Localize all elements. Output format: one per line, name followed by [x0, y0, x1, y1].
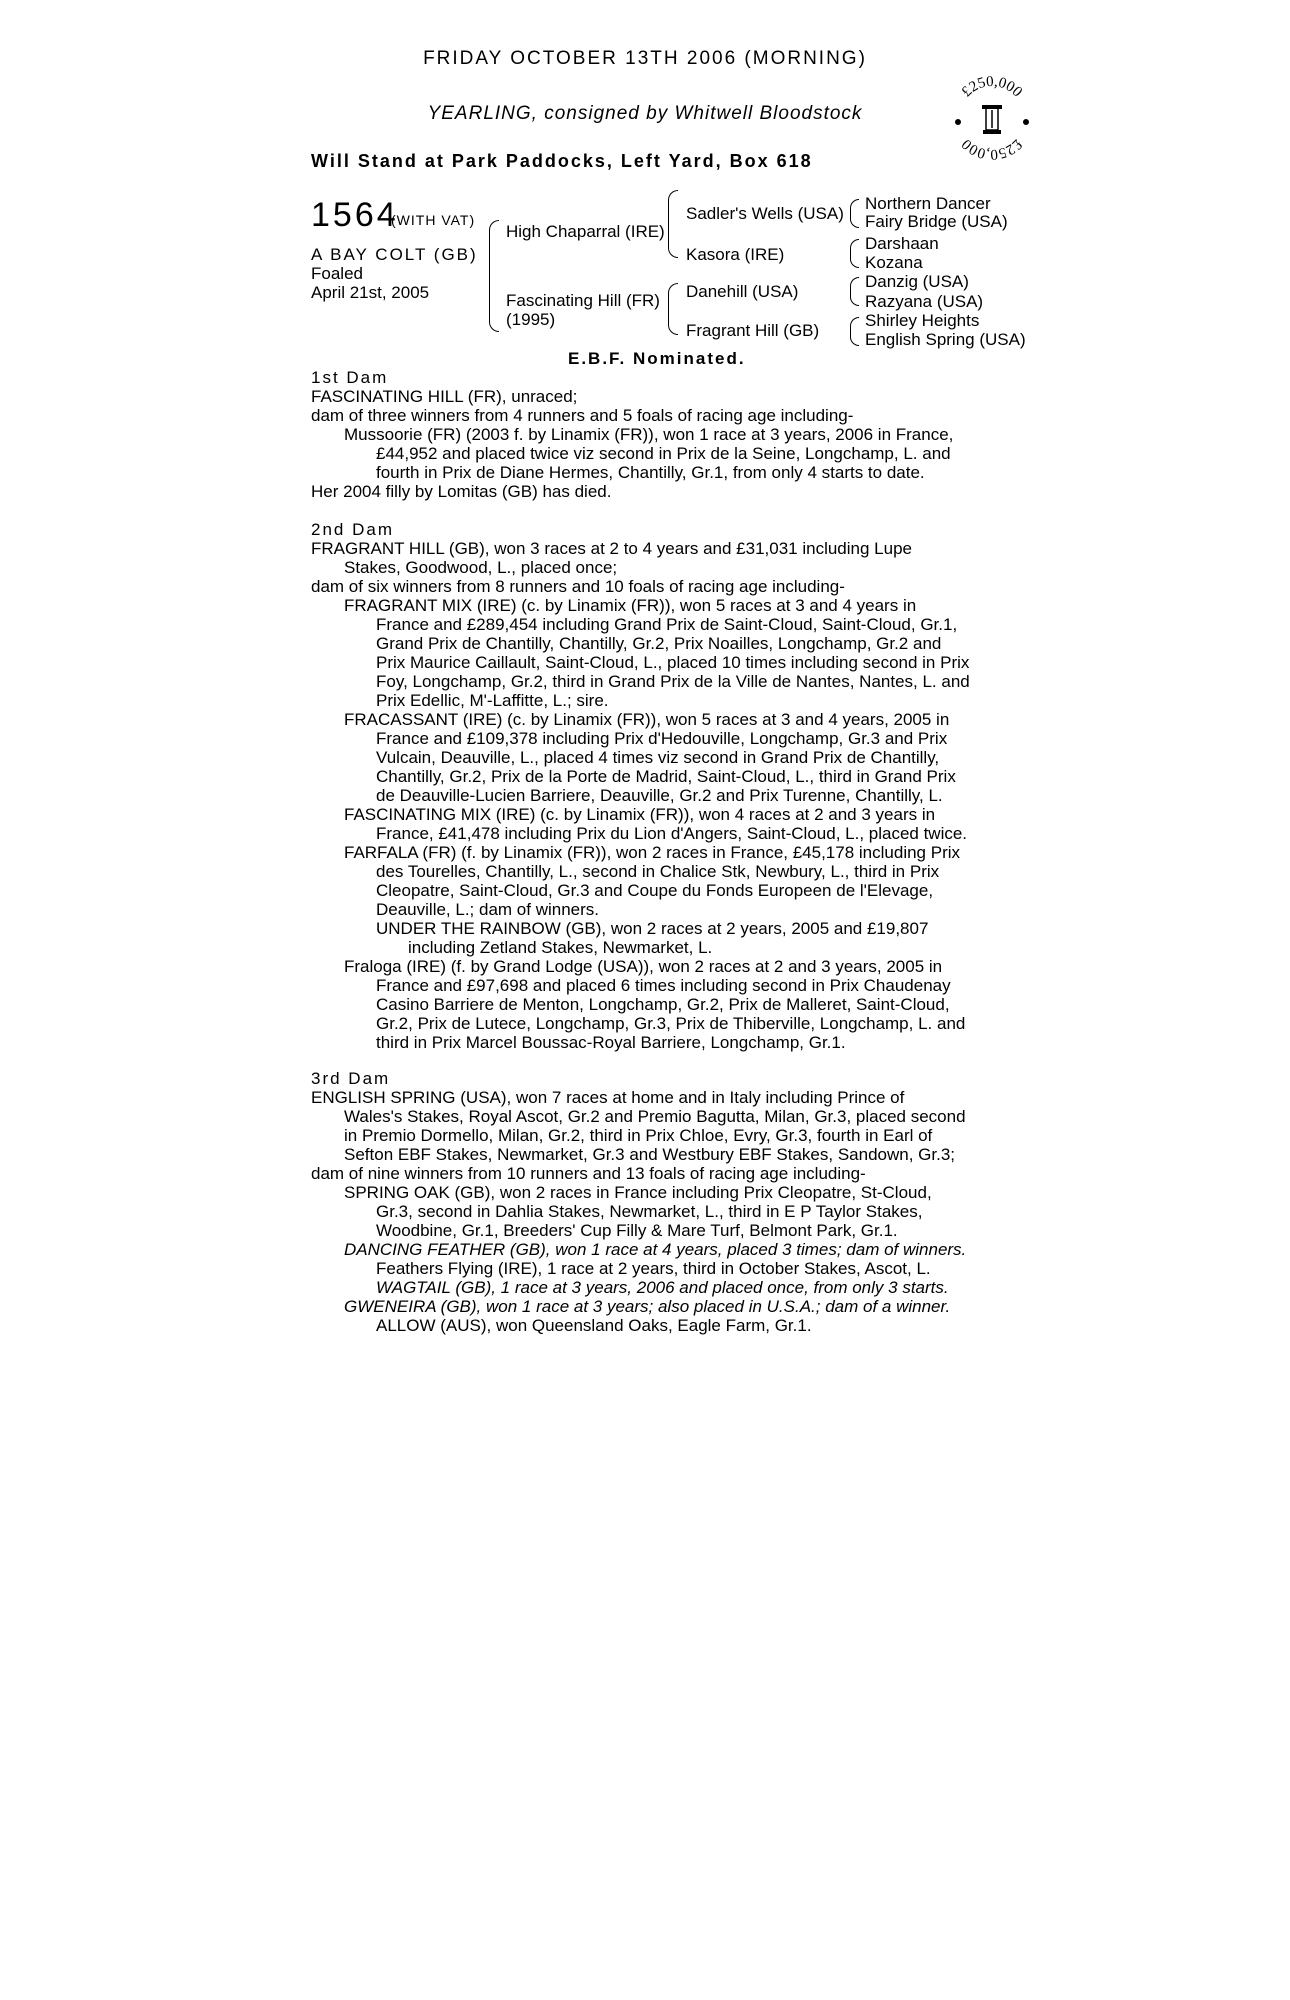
foaled-label: Foaled — [311, 264, 363, 283]
dam-line: dam of three winners from 4 runners and 5 foals of racing age including- — [311, 406, 854, 425]
progeny-line: FARFALA (FR) (f. by Linamix (FR)), won 2 races in France, £45,178 including Prix — [344, 843, 961, 862]
lot-number: 1564 — [311, 196, 399, 234]
progeny-line: DANCING FEATHER (GB), won 1 race at 4 years, placed 3 times; dam of winners. — [344, 1240, 967, 1259]
pedigree-brace — [668, 190, 678, 258]
sire-dam-dam: Kozana — [865, 253, 923, 272]
progeny-line: fourth in Prix de Diane Hermes, Chantilly, Gr.1, from only 4 starts to date. — [376, 463, 925, 482]
progeny-line: SPRING OAK (GB), won 2 races in France including Prix Cleopatre, St-Cloud, — [344, 1183, 932, 1202]
section-heading: 1st Dam — [311, 368, 389, 387]
dam-dam-dam: English Spring (USA) — [865, 330, 1026, 349]
dam-line: Sefton EBF Stakes, Newmarket, Gr.3 and Westbury EBF Stakes, Sandown, Gr.3; — [344, 1145, 956, 1164]
progeny-line: GWENEIRA (GB), won 1 race at 3 years; also placed in U.S.A.; dam of a winner. — [344, 1297, 951, 1316]
progeny-line: France and £109,378 including Prix d'Hedouville, Longchamp, Gr.3 and Prix — [376, 729, 948, 748]
progeny-line: Casino Barriere de Menton, Longchamp, Gr.2, Prix de Malleret, Saint-Cloud, — [376, 995, 950, 1014]
horse-name: A BAY COLT (GB) — [311, 245, 478, 264]
consignor-line: YEARLING, consigned by Whitwell Bloodstock — [427, 103, 863, 124]
sire-sire: Sadler's Wells (USA) — [686, 204, 844, 223]
progeny-line: FASCINATING MIX (IRE) (c. by Linamix (FR)), won 4 races at 2 and 3 years in — [344, 805, 936, 824]
pedigree-brace — [850, 317, 859, 346]
dam-line: FASCINATING HILL (FR), unraced; — [311, 387, 578, 406]
dam-line: in Premio Dormello, Milan, Gr.2, third in Prix Chloe, Evry, Gr.3, fourth in Earl of — [344, 1126, 933, 1145]
sire-sire-sire: Northern Dancer — [865, 194, 991, 213]
vat-note: (WITH VAT) — [391, 212, 476, 228]
first-dam-section — [311, 368, 981, 501]
foaled-date: April 21st, 2005 — [311, 283, 430, 302]
progeny-line: des Tourelles, Chantilly, L., second in Chalice Stk, Newbury, L., third in Prix — [376, 862, 940, 881]
progeny-line: Mussoorie (FR) (2003 f. by Linamix (FR)), won 1 race at 3 years, 2006 in France, — [344, 425, 954, 444]
dam-line: FRAGRANT HILL (GB), won 3 races at 2 to 4 years and £31,031 including Lupe — [311, 539, 912, 558]
progeny-line: Vulcain, Deauville, L., placed 4 times viz second in Grand Prix de Chantilly, — [376, 748, 940, 767]
dam-line: Stakes, Goodwood, L., placed once; — [344, 558, 618, 577]
progeny-line: France, £41,478 including Prix du Lion d'Angers, Saint-Cloud, L., placed twice. — [376, 824, 968, 843]
progeny-line: ALLOW (AUS), won Queensland Oaks, Eagle Farm, Gr.1. — [376, 1316, 812, 1335]
pedigree-brace — [850, 239, 859, 268]
svg-text:£250,000: £250,000 — [958, 135, 1026, 163]
pedigree-brace — [668, 283, 678, 335]
progeny-line: Foy, Longchamp, Gr.2, third in Grand Prix de la Ville de Nantes, Nantes, L. and — [376, 672, 970, 691]
price-seal-icon — [946, 72, 1038, 164]
progeny-line: France and £289,454 including Grand Prix de Saint-Cloud, Saint-Cloud, Gr.1, — [376, 615, 958, 634]
dam-line: ENGLISH SPRING (USA), won 7 races at home and in Italy including Prince of — [311, 1088, 905, 1107]
progeny-line: WAGTAIL (GB), 1 race at 3 years, 2006 and placed once, from only 3 starts. — [376, 1278, 949, 1297]
dam-dam-sire: Shirley Heights — [865, 311, 980, 330]
section-heading: 3rd Dam — [311, 1069, 391, 1088]
progeny-line: FRACASSANT (IRE) (c. by Linamix (FR)), won 5 races at 3 and 4 years, 2005 in — [344, 710, 950, 729]
dam-dam: Fragrant Hill (GB) — [686, 321, 820, 340]
progeny-line: Prix Edellic, M'-Laffitte, L.; sire. — [376, 691, 609, 710]
sire-sire-dam: Fairy Bridge (USA) — [865, 212, 1008, 231]
progeny-line: Fraloga (IRE) (f. by Grand Lodge (USA)), won 2 races at 2 and 3 years, 2005 in — [344, 957, 943, 976]
sire-dam-sire: Darshaan — [865, 234, 939, 253]
pedigree-brace — [489, 220, 499, 332]
dam-line: Her 2004 filly by Lomitas (GB) has died. — [311, 482, 612, 501]
section-heading: 2nd Dam — [311, 520, 394, 539]
progeny-line: £44,952 and placed twice viz second in Prix de la Seine, Longchamp, L. and — [376, 444, 951, 463]
third-dam-section — [311, 1069, 981, 1335]
dam-line: dam of nine winners from 10 runners and 13 foals of racing age including- — [311, 1164, 866, 1183]
progeny-line: Cleopatre, Saint-Cloud, Gr.3 and Coupe du Fonds Europeen de l'Elevage, — [376, 881, 934, 900]
dam-year: (1995) — [506, 310, 556, 329]
pedigree-brace — [850, 199, 859, 228]
stand-location: Will Stand at Park Paddocks, Left Yard, Box 618 — [311, 151, 813, 171]
svg-text:£250,000: £250,000 — [958, 73, 1026, 101]
dam-line: dam of six winners from 8 runners and 10 foals of racing age including- — [311, 577, 845, 596]
dam-sire-dam: Razyana (USA) — [865, 292, 984, 311]
progeny-line: UNDER THE RAINBOW (GB), won 2 races at 2 years, 2005 and £19,807 — [376, 919, 929, 938]
dam-sire-sire: Danzig (USA) — [865, 272, 969, 291]
progeny-line: Gr.2, Prix de Lutece, Longchamp, Gr.3, Prix de Thiberville, Longchamp, L. and — [376, 1014, 966, 1033]
progeny-line: Feathers Flying (IRE), 1 race at 2 years, third in October Stakes, Ascot, L. — [376, 1259, 931, 1278]
progeny-line: Grand Prix de Chantilly, Chantilly, Gr.2, Prix Noailles, Longchamp, Gr.2 and — [376, 634, 942, 653]
pedigree-brace — [850, 277, 859, 306]
progeny-line: France and £97,698 and placed 6 times including second in Prix Chaudenay — [376, 976, 951, 995]
dam-line: Wales's Stakes, Royal Ascot, Gr.2 and Premio Bagutta, Milan, Gr.3, placed second — [344, 1107, 966, 1126]
dam-name: Fascinating Hill (FR) — [506, 291, 660, 310]
sale-date: FRIDAY OCTOBER 13TH 2006 (MORNING) — [423, 48, 867, 69]
progeny-line: Deauville, L.; dam of winners. — [376, 900, 599, 919]
progeny-line: Prix Maurice Caillault, Saint-Cloud, L., placed 10 times including second in Prix — [376, 653, 970, 672]
progeny-line: including Zetland Stakes, Newmarket, L. — [408, 938, 713, 957]
second-dam-section — [311, 520, 981, 1052]
progeny-line: Gr.3, second in Dahlia Stakes, Newmarket, L., third in E P Taylor Stakes, — [376, 1202, 923, 1221]
dam-sire: Danehill (USA) — [686, 282, 799, 301]
progeny-line: Chantilly, Gr.2, Prix de la Porte de Madrid, Saint-Cloud, L., third in Grand Prix — [376, 767, 956, 786]
sire-dam: Kasora (IRE) — [686, 245, 785, 264]
sire-name: High Chaparral (IRE) — [506, 222, 665, 241]
progeny-line: FRAGRANT MIX (IRE) (c. by Linamix (FR)), won 5 races at 3 and 4 years in — [344, 596, 917, 615]
progeny-line: de Deauville-Lucien Barriere, Deauville, Gr.2 and Prix Turenne, Chantilly, L. — [376, 786, 943, 805]
progeny-line: third in Prix Marcel Boussac-Royal Barriere, Longchamp, Gr.1. — [376, 1033, 846, 1052]
ebf-note: E.B.F. Nominated. — [568, 349, 746, 368]
progeny-line: Woodbine, Gr.1, Breeders' Cup Filly & Mare Turf, Belmont Park, Gr.1. — [376, 1221, 898, 1240]
